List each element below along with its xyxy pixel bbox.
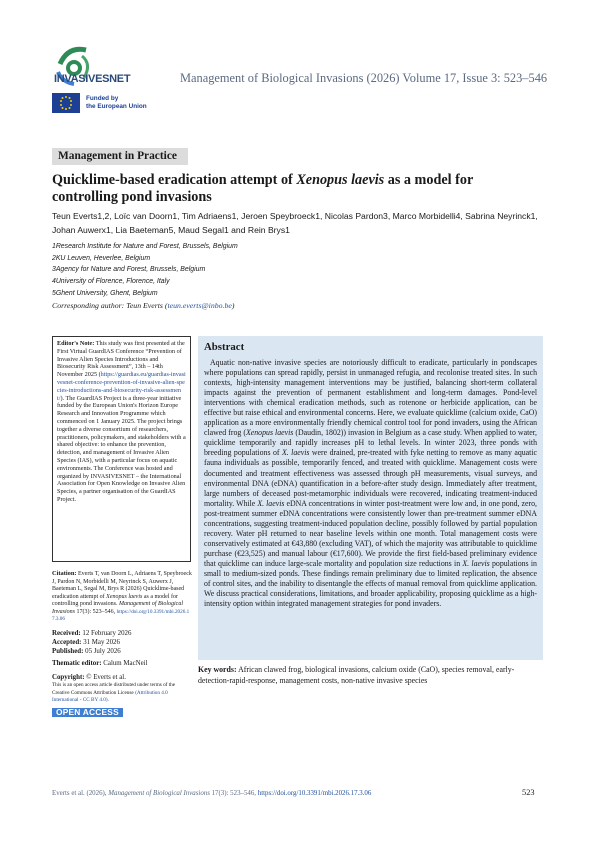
thematic-editor	[52, 659, 193, 668]
title-species: Xenopus laevis	[296, 172, 385, 188]
title-part: as a model for controlling pond invasions	[52, 172, 473, 205]
affiliation-4: 4University of Florence, Florence, Italy	[52, 278, 170, 286]
license-link[interactable]: (Attribution 4.0 International - CC BY 4.0).	[52, 689, 168, 703]
keywords	[198, 665, 543, 686]
author-list: Teun Everts1,2, Loïc van Doorn1, Tim Adriaens1, Jeroen Speybroeck1, Nicolas Pardon3, Marco Morbidelli4, Sabrina Neyrinck1, Johan Auwerx1, Lia Baeteman5, Maud Segal1 and Rein Brys1	[52, 211, 538, 235]
affiliation-3: 3Agency for Nature and Forest, Brussels, Belgium	[52, 266, 206, 274]
abstract-part: Aquatic non-native invasive species are notoriously difficult to eradicate, particularly in pondscapes where populations can spread rapidly, persist in unmanaged refugia, and recolonise treated sites. In such contexts, high-intensity management interventions may be justified, balancing short-term collateral impacts against the prevention of permanent establishment and long-term damages. Pond-level interventions with chemical eradication methods, such as rotenone or herbicide application, can be effective but raise ethical and environmental concerns. Here, we evaluate quicklime (calcium oxide, CaO) application as a more environmentally friendly chemical control tool for pond invaders, using the African clawed frog (	[204, 358, 537, 438]
copyright-label: Copyright:	[52, 673, 85, 681]
abstract-text	[204, 358, 537, 609]
abstract-species: Xenopus laevis	[245, 428, 294, 438]
corresponding-close: )	[231, 300, 235, 310]
citation-doi-link[interactable]: https://doi.org/10.3391/mbi.2026.17.3.06	[52, 608, 190, 622]
abstract-part: eDNA concentrations in winter post-treatment were low and, in one pond, zero, post-treatment summer eDNA concentrations were consistently lower than pre-treatment summer eDNA concentrations, suggesting treatment-induced population decline, possibly followed by partial population recovery. Water pH returned to near baseline levels within one month. Total management costs were conservatively estimated at €43,880 (excluding VAT), of which the majority was attributable to quicklime purchase (€23,525) and manual labour (€17,600). We provide the first field-based preliminary evidence that quicklime can induce large-scale mortality and population size reductions in	[204, 498, 537, 568]
footer-cite: Everts et al. (2026),	[52, 790, 109, 797]
accepted-label: Accepted:	[52, 638, 82, 646]
published-date: 05 July 2026	[83, 647, 121, 655]
article-info-sidebar	[52, 570, 193, 718]
journal-logo	[52, 42, 162, 92]
affiliations	[52, 241, 552, 311]
abstract-box	[198, 336, 543, 660]
citation-text-3: 17(3): 523–546,	[75, 608, 116, 615]
abstract-part: populations in small to medium-sized ponds. These findings remain preliminary due to limited replication, the absence of control sites, and the inability to disentangle the effects of manual removal from quicklime application. We discuss practical considerations, limitations, and broader applicability, proposing quicklime as a high-intensity option within integrated management strategies for pond invaders.	[204, 558, 537, 609]
abstract-heading: Abstract	[204, 341, 245, 353]
keywords-label: Key words:	[198, 665, 237, 674]
footer-doi-link[interactable]: https://doi.org/10.3391/mbi.2026.17.3.06	[257, 790, 372, 797]
eu-funding-text	[86, 95, 147, 111]
editors-note-text: This study was first presented at the First Virtual GuardIAS Conference “Prevention of Invasive Alien Species Introductions and Biosecurity Risk Assessment”, 13th – 14th November 2025 (	[57, 340, 185, 379]
funding-line-1: Funded by	[86, 95, 119, 102]
editors-note-box	[52, 336, 191, 562]
citation-text: Everts T, van Doorn L, Adriaens T, Speybroeck J, Pardon N, Morbidelli M, Neyrinck S, Auwerx J, Baeteman L, Segal M, Brys R (2026) Quicklime-based eradication attempt of	[52, 571, 192, 600]
editors-note-label: Editor's Note:	[57, 340, 95, 347]
eu-funding-badge	[52, 93, 147, 113]
affiliation-2: 2KU Leuven, Heverlee, Belgium	[52, 254, 151, 262]
abstract-species: X. laevis	[281, 448, 310, 458]
journal-header: Management of Biological Invasions (2026) Volume 17, Issue 3: 523–546	[180, 71, 548, 85]
abstract-species: X. laevis	[257, 498, 285, 508]
funding-line-2: the European Union	[86, 103, 147, 110]
corresponding-label: Corresponding author: Teun Everts (	[52, 300, 168, 310]
page-number: 523	[522, 788, 535, 797]
keywords-text: African clawed frog, biological invasions, calcium oxide (CaO), species removal, early-detection-rapid-response, management costs, non-native invasive species	[198, 665, 515, 685]
affiliation-5: 5Ghent University, Ghent, Belgium	[52, 289, 158, 297]
footer-issue: 17(3): 523–546,	[209, 790, 258, 797]
published-label: Published:	[52, 647, 84, 655]
copyright-text: © Everts et al.	[84, 673, 126, 681]
thematic-editor-label: Thematic editor:	[52, 659, 102, 667]
conference-link[interactable]: https://guardias.eu/guardias-invasivesnet-conference-prevention-of-invasive-alien-species-introductions-and-biosecurity-risk-assessment/	[57, 371, 186, 402]
eu-flag-icon	[52, 93, 80, 113]
citation-block	[52, 570, 193, 624]
corresponding-email-link[interactable]: teun.everts@inbo.be	[167, 300, 232, 310]
thematic-editor-name: Calum MacNeil	[101, 659, 148, 667]
editors-note-text-2: ). The GuardIAS Project is a three-year initiative funded by the European Union's Horizon Europe Research and Innovation Programme which commenced on 1 January 2025. The project brings together a diverse consortium of researchers, practitioners, policymakers, and stakeholders with a shared objective: to enhance the prevention, detection, and management of Invasive Alien Species (IAS), with a particular focus on aquatic environments. The Conference was hosted and organized by INVASIVESNET – the International Association for Open Knowledge on Invasive Alien Species, a partner organisation of the GuardIAS Project.	[57, 394, 186, 503]
abstract-part: were drained, pre-treated with fyke netting to remove as many aquatic fauna individuals as possible, temporarily fenced, and treated with quicklime. Management costs were documented and treatment effectiveness was assessed through pH measurements, visual surveys, and environmental DNA (eDNA) quantification in a before-after study design. Immediately after treatment, large numbers of deceased post-metamorphic individuals were recovered, indicating treatment-induced mortality. While	[204, 448, 537, 508]
received-date: 12 February 2026	[80, 629, 132, 637]
citation-species: Xenopus laevis	[106, 593, 143, 600]
footer-citation	[52, 790, 371, 797]
corresponding-author	[52, 300, 552, 312]
abstract-part: (Daudin, 1802)) invasion in Belgium as a case study. When applied to water, quicklime temporarily and rapidly increases pH to lethal levels. In winter 2023, three ponds with breeding populations of	[204, 428, 537, 458]
copyright-block	[52, 673, 193, 705]
affiliation-1: 1Research Institute for Nature and Forest, Brussels, Belgium	[52, 243, 238, 250]
article-type-label: Management in Practice	[52, 148, 188, 165]
dates-block	[52, 629, 193, 656]
logo-text: INVASIVESNET	[54, 73, 131, 85]
abstract-species: X. laevis	[462, 558, 490, 568]
accepted-date: 31 May 2026	[81, 638, 120, 646]
license-text: This is an open access article distributed under terms of the Creative Commons Attribution License	[52, 682, 176, 696]
open-access-badge: OPEN ACCESS	[52, 708, 123, 718]
citation-journal: Management of Biological Invasions	[52, 601, 183, 615]
article-title	[52, 172, 542, 206]
title-part: Quicklime-based eradication attempt of	[52, 172, 297, 188]
citation-text-2: as a model for controlling pond invasions.	[52, 593, 178, 607]
footer-journal: Management of Biological Invasions	[108, 790, 210, 797]
received-label: Received:	[52, 629, 81, 637]
citation-label: Citation:	[52, 570, 77, 577]
